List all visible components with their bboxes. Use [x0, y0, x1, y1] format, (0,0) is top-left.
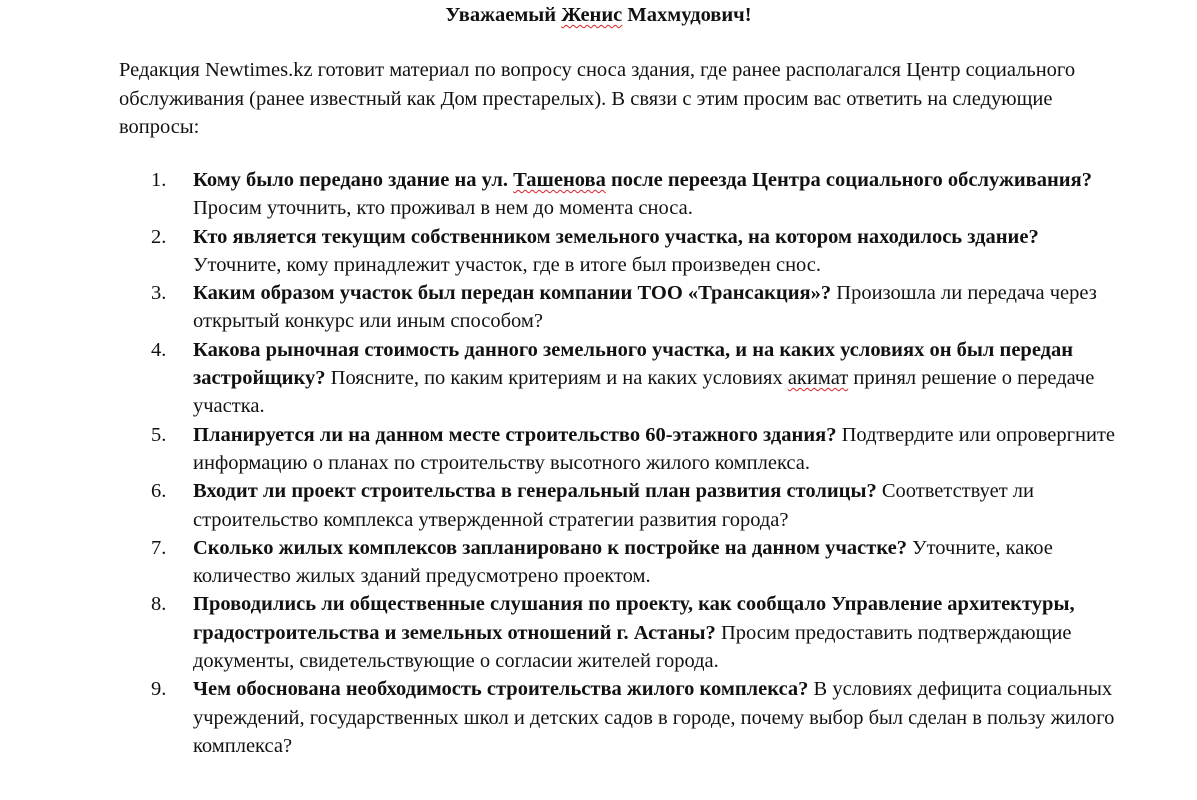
question-item: [151, 421, 1131, 478]
question-number: 9.: [151, 678, 167, 701]
question-bold-text: [193, 226, 1039, 248]
question-item: [151, 590, 1131, 675]
question-number: 6.: [151, 480, 167, 503]
question-bold-part: Проводились ли общественные слушания по проекту, как сообщало Управление архитектуры, градостроительства и земельных отношений г. Астаны?: [193, 593, 1075, 644]
question-bold-text: [193, 480, 877, 502]
question-bold-part: Сколько жилых комплексов запланировано к постройке на данном участке?: [193, 536, 907, 559]
question-normal-text: Соответствует ли строительство комплекса утвержденной стратегии развития города?: [193, 480, 1034, 531]
question-item: [151, 534, 1131, 591]
question-normal-text: Поясните, по каким критериям и на каких условиях: [325, 367, 788, 390]
question-item: [151, 166, 1131, 223]
greeting-title: [0, 3, 1197, 27]
question-bold-text: [193, 169, 1092, 191]
question-normal-text: Произошла ли передача через открытый конкурс или иным способом?: [193, 282, 1097, 333]
question-normal-text: принял решение о передаче участка.: [193, 367, 1095, 418]
question-number: 3.: [151, 282, 167, 305]
question-number: 8.: [151, 593, 167, 616]
greeting-prefix: Уважаемый: [445, 4, 562, 26]
question-bold-text: [193, 678, 808, 700]
question-bold-text: [193, 537, 907, 559]
questions-list: [151, 166, 1131, 760]
question-bold-part: Кто является текущим собственником земельного участка, на котором находилось здание?: [193, 225, 1039, 248]
question-number: 4.: [151, 338, 167, 361]
question-bold-part: Планируется ли на данном месте строительство 60-этажного здания?: [193, 423, 837, 446]
question-item: [151, 223, 1131, 280]
question-bold-part: Входит ли проект строительства в генеральный план развития столицы?: [193, 480, 877, 503]
intro-paragraph: Редакция Newtimes.kz готовит материал по вопросу сноса здания, где ранее располагался Центр социального обслуживания (ранее известный как Дом престарелых). В связи с этим просим вас ответить на следующие вопросы:: [119, 59, 1076, 138]
question-normal-flagged: акимат: [787, 367, 849, 390]
greeting-name-first: Женис: [561, 4, 623, 26]
question-bold-part: Кому было передано здание на ул.: [193, 169, 514, 191]
question-normal-text: Уточните, кому принадлежит участок, где в итоге был произведен снос.: [193, 253, 822, 276]
question-number: 7.: [151, 536, 167, 559]
greeting-name-rest: Махмудович!: [622, 4, 752, 26]
question-bold-part: после переезда Центра социального обслуживания?: [605, 169, 1092, 191]
question-number: 1.: [151, 169, 167, 191]
question-bold-part: Каким образом участок был передан компании ТОО «Трансакция»?: [193, 282, 832, 305]
question-bold-text: [193, 424, 837, 446]
question-normal-text: Уточните, какое количество жилых зданий предусмотрено проектом.: [193, 536, 1053, 588]
question-item: [151, 336, 1131, 421]
question-normal-text: Подтвердите или опровергните информацию о планах по строительству высотного жилого комплекса.: [193, 423, 1116, 474]
question-number: 5.: [151, 423, 167, 446]
question-bold-flagged: Ташенова: [513, 169, 606, 191]
question-number: 2.: [151, 225, 167, 248]
question-normal-text: Просим уточнить, кто проживал в нем до момента сноса.: [193, 197, 693, 220]
question-normal-text: В условиях дефицита социальных учреждений, государственных школ и детских садов в городе, почему выбор был сделан в пользу жилого комплекса?: [193, 678, 1115, 757]
question-normal-text: Просим предоставить подтверждающие документы, свидетельствующие о согласии жителей города.: [193, 621, 1072, 673]
question-item: [151, 675, 1131, 760]
question-bold-text: [193, 282, 831, 304]
question-item: [151, 279, 1131, 336]
question-bold-part: Чем обоснована необходимость строительства жилого комплекса?: [193, 678, 809, 701]
question-bold-part: Какова рыночная стоимость данного земельного участка, и на каких условиях он был передан застройщику?: [193, 338, 1074, 390]
question-item: [151, 477, 1131, 534]
